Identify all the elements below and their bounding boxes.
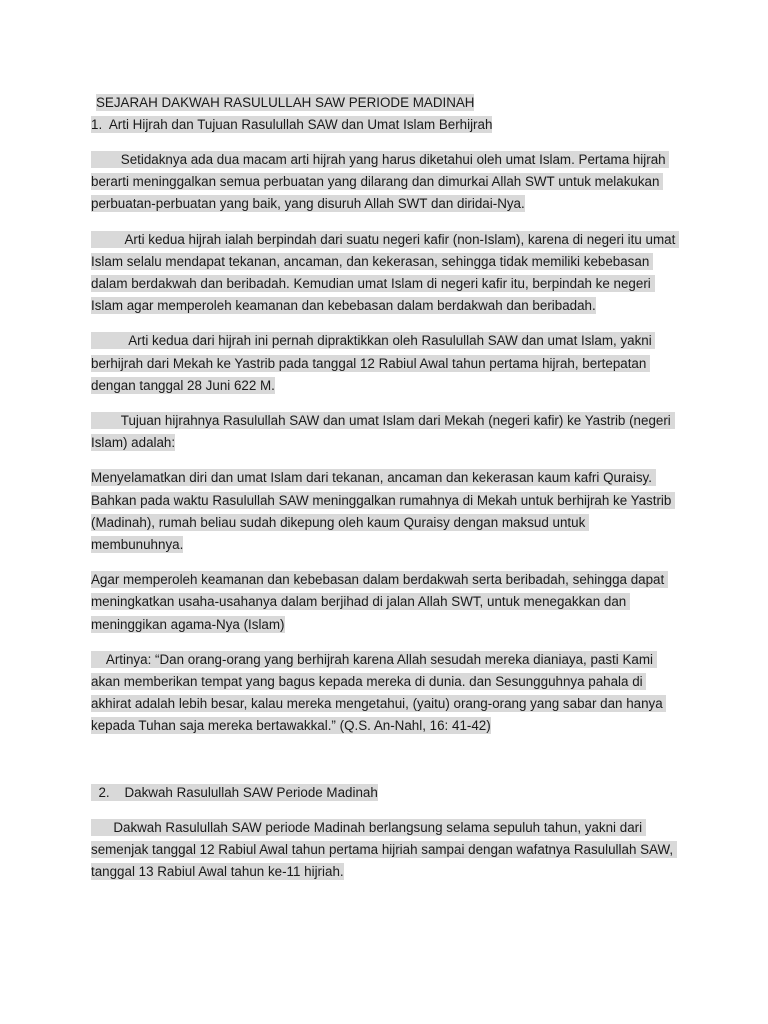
paragraph-purpose-freedom: Agar memperoleh keamanan dan kebebasan dalam berdakwah serta beribadah, sehingga dapat meningkatkan usaha-usahanya dalam berjihad di jalan Allah SWT, untuk menegakkan dan meninggikan agama-Nya (Islam) (91, 572, 668, 632)
paragraph-hijrah-practice: Arti kedua dari hijrah ini pernah dipraktikkan oleh Rasulullah SAW dan umat Islam, yakni berhijrah dari Mekah ke Yastrib pada tanggal 12 Rabiul Awal tahun pertama hijrah, bertepatan dengan tanggal 28 Juni 622 M. (91, 333, 656, 393)
section-1-heading: 1. Arti Hijrah dan Tujuan Rasulullah SAW dan Umat Islam Berhijrah (91, 117, 493, 132)
section-2-heading: 2. Dakwah Rasulullah SAW Periode Madinah (91, 784, 378, 800)
paragraph-hijrah-meaning-1: Setidaknya ada dua macam arti hijrah yang harus diketahui oleh umat Islam. Pertama hijrah berarti meninggalkan semua perbuatan yang dilarang dan dimurkai Allah SWT untuk melakukan perbuatan-perbuatan yang baik, yang disuruh Allah SWT dan diridai-Nya. (91, 152, 670, 212)
paragraph-hijrah-meaning-2: Arti kedua hijrah ialah berpindah dari suatu negeri kafir (non-Islam), karena di negeri itu umat Islam selalu mendapat tekanan, ancaman, dan kekerasan, sehingga tidak memiliki kebebasan dalam berdakwah dan beribadah. Kemudian umat Islam di negeri kafir itu, berpindah ke negeri Islam agar memperoleh keamanan dan kebebasan dalam berdakwah dan beribadah. (91, 231, 680, 314)
paragraph-quran-quote: Artinya: “Dan orang-orang yang berhijrah karena Allah sesudah mereka dianiaya, pasti Kami akan memberikan tempat yang bagus kepada mereka di dunia. dan Sesungguhnya pahala di akhirat adalah lebih besar, kalau mereka mengetahui, (yaitu) orang-orang yang sabar dan hanya kepada Tuhan saja mereka bertawakkal.” (Q.S. An-Nahl, 16: 41-42) (91, 651, 667, 734)
document-title: SEJARAH DAKWAH RASULULLAH SAW PERIODE MADINAH (96, 95, 475, 110)
paragraph-madinah-period: Dakwah Rasulullah SAW periode Madinah berlangsung selama sepuluh tahun, yakni dari semenjak tanggal 12 Rabiul Awal tahun pertama hijriah sampai dengan wafatnya Rasulullah SAW, tanggal 13 Rabiul Awal tahun ke-11 hijriah. (91, 819, 677, 880)
document-page (91, 92, 681, 883)
paragraph-purpose-safety: Menyelamatkan diri dan umat Islam dari tekanan, ancaman dan kekerasan kaum kafri Quraisy. Bahkan pada waktu Rasulullah SAW meninggalkan rumahnya di Mekah untuk berhijrah ke Yastrib (Madinah), rumah beliau sudah dikepung oleh kaum Quraisy dengan maksud untuk membunuhnya. (91, 470, 676, 553)
paragraph-hijrah-purpose: Tujuan hijrahnya Rasulullah SAW dan umat Islam dari Mekah (negeri kafir) ke Yastrib (negeri Islam) adalah: (91, 413, 675, 451)
